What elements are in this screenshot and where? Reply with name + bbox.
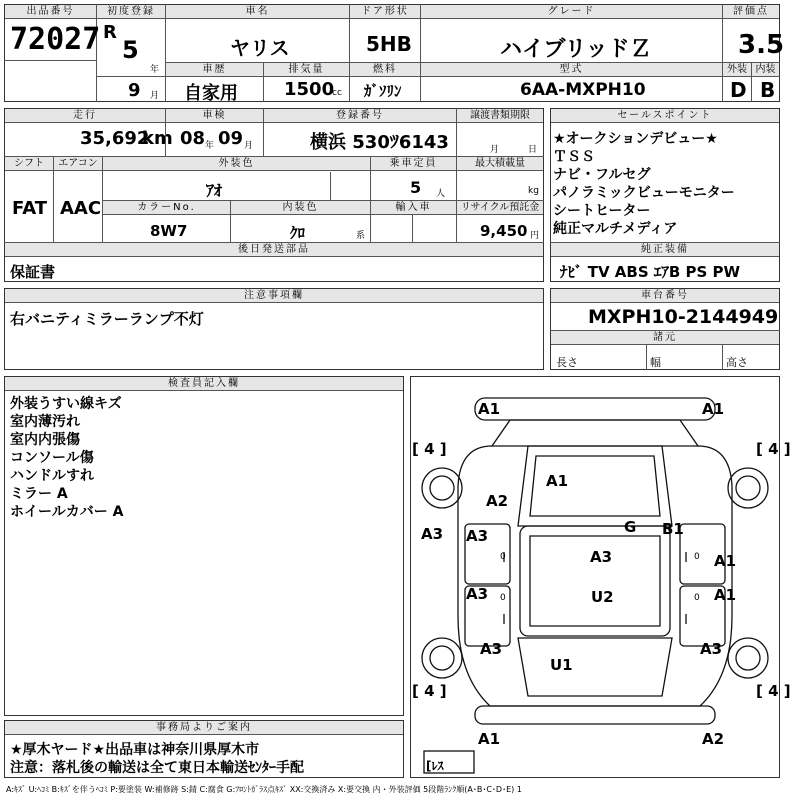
notes-label: 注意事項欄 [5, 289, 543, 303]
mark-front-bumper-right: A1 [702, 400, 725, 418]
int-color-unit: 系 [356, 231, 366, 241]
mark-windshield: G [624, 518, 637, 536]
mark-left-side: A3 [421, 525, 444, 543]
model-label: 型式 [421, 63, 722, 77]
tread-fr: 0 [694, 552, 700, 562]
car-name: ヤリス [230, 36, 290, 60]
equipment-label: 純正装備 [551, 243, 779, 257]
mark-trunk: U1 [550, 656, 573, 674]
history-label: 車歴 [166, 63, 263, 77]
door-type: 5HB [366, 32, 412, 56]
recycle-label: リサイクル預託金 [457, 201, 543, 215]
capacity-label: 乗車定員 [371, 157, 456, 171]
capacity-unit: 人 [436, 189, 446, 199]
int-color: ｸﾛ [290, 224, 306, 242]
first-reg-label: 初度登録 [97, 5, 165, 19]
lot-number: 72027 [10, 22, 101, 57]
reg-no-label: 登録番号 [264, 109, 456, 123]
chassis-label: 車台番号 [551, 289, 779, 303]
inspector-list: 外装うすい線キズ 室内薄汚れ 室内内張傷 コンソール傷 ハンドルすれ ミラー A ホイールカバー A [10, 396, 124, 520]
office-label: 事務局よりご案内 [5, 721, 403, 735]
history: 自家用 [184, 83, 238, 104]
inspection-label: 車検 [166, 109, 263, 123]
mileage-label: 走行 [5, 109, 165, 123]
tread-fl: 0 [500, 552, 506, 562]
tread-rr: 0 [694, 593, 700, 603]
length-label: 長さ [556, 356, 578, 369]
transfer-month: 月 [490, 145, 500, 155]
insp-month-unit: 月 [244, 141, 254, 151]
mark-rear-bumper: A1 [478, 730, 501, 748]
transfer-label: 譲渡書類期限 [457, 109, 543, 123]
era: R [103, 22, 117, 43]
ext-grade: D [730, 78, 747, 102]
tire-fr: [ 4 ] [756, 440, 791, 458]
chassis-no: MXPH10-2144949 [588, 306, 779, 328]
reg-month: 9 [128, 80, 141, 101]
spec-label: 諸元 [551, 331, 779, 345]
ac-label: エアコン [54, 157, 102, 171]
color: ｱｵ [206, 181, 223, 200]
sales-points-label: セールスポイント [551, 109, 779, 123]
width-label: 幅 [650, 356, 661, 369]
inspector-label: 検査員記入欄 [5, 377, 403, 391]
later-parts-label: 後日発送部品 [5, 243, 543, 257]
insp-month: 09 [218, 128, 244, 149]
load-unit: kg [528, 186, 539, 196]
color-no-label: カラーNo. [103, 201, 230, 215]
mark-rear-fender-right: A3 [700, 640, 723, 658]
equipment: ﾅﾋﾞ TV ABS ｴｱB PS PW [560, 263, 741, 281]
tire-rl: [ 4 ] [412, 682, 447, 700]
capacity: 5 [410, 178, 422, 197]
mark-rear-panel: A2 [702, 730, 725, 748]
score-label: 評価点 [723, 5, 779, 19]
int-label: 内装 [752, 63, 779, 77]
ext-label: 外装 [723, 63, 751, 77]
tread-rl: 0 [500, 593, 506, 603]
sales-points-list: ★オークションデビュー★ ＴＳＳ ナビ・フルセグ パノラミックビューモニター シートヒーター 純正マルチメディア [553, 131, 735, 237]
score: 3.5 [738, 30, 785, 60]
recycle-fee: 9,450 [480, 222, 528, 240]
shift-label: シフト [5, 157, 53, 171]
air-conditioner: AAC [60, 198, 102, 219]
recycle-unit: 円 [530, 231, 540, 241]
mark-rear-fender-left: A3 [480, 640, 503, 658]
mark-front-bumper-left: A1 [478, 400, 501, 418]
import-label: 輸入車 [371, 201, 456, 215]
mark-front-door-right: A1 [714, 552, 737, 570]
mark-roof: A3 [590, 548, 613, 566]
car-diagram [410, 376, 780, 778]
model-code: 6AA-MXPH10 [520, 80, 646, 100]
car-name-label: 車名 [166, 5, 349, 19]
cc-unit: cc [332, 88, 342, 98]
height-label: 高さ [726, 356, 748, 369]
mark-front-door-left: A3 [466, 527, 489, 545]
int-color-label: 内装色 [231, 201, 370, 215]
fuel: ｶﾞｿﾘﾝ [364, 82, 402, 100]
displacement: 1500 [284, 79, 335, 100]
lot-label: 出品番号 [5, 5, 96, 19]
color-label: 外装色 [103, 157, 370, 171]
tire-rr: [ 4 ] [756, 682, 791, 700]
tire-fl: [ 4 ] [412, 440, 447, 458]
int-grade: B [760, 78, 776, 102]
mark-hood: A1 [546, 472, 569, 490]
shift: FAT [12, 198, 48, 219]
load-label: 最大積載量 [457, 157, 543, 171]
legend: A:ｷｽﾞ U:ﾍｺﾐ B:ｷｽﾞを伴うﾍｺﾐ P:要塗装 W:補修跡 S:錆 C:腐食 G:ﾌﾛﾝﾄｶﾞﾗｽ点ｷｽﾞ XX:交換済み X:要交換 内・外装評価 5段階ﾗﾝｸ順(A･B･C･D･E) 1 [6, 785, 522, 794]
later-parts: 保証書 [10, 263, 56, 281]
mileage: 35,692 [80, 128, 150, 149]
office-line2: 注意：落札後の輸送は全て東日本輸送ｾﾝﾀｰ手配 [10, 760, 304, 776]
color-no: 8W7 [150, 222, 188, 240]
mileage-unit: km [142, 128, 173, 149]
month-unit: 月 [150, 91, 160, 101]
insp-year-unit: 年 [205, 141, 215, 151]
mark-rear-door-left: A3 [466, 585, 489, 603]
spare-tire: [ﾚｽ [426, 759, 444, 773]
reg-no: 横浜 530ﾂ6143 [310, 132, 449, 153]
reg-year: 5 [122, 36, 139, 64]
grade-label: グレード [421, 5, 722, 19]
mark-front-fender-left: A2 [486, 492, 509, 510]
grade: ハイブリッドＺ [500, 37, 652, 62]
year-unit: 年 [150, 65, 160, 75]
transfer-day: 日 [528, 145, 538, 155]
office-line1: ★厚木ヤード★出品車は神奈川県厚木市 [10, 742, 260, 758]
insp-year: 08 [180, 128, 206, 149]
notes: 右バニティミラーランプ不灯 [10, 310, 204, 328]
door-label: ドア形状 [350, 5, 420, 19]
mark-rear-roof: U2 [591, 588, 614, 606]
mark-rear-door-right: A1 [714, 586, 737, 604]
mark-front-fender-right: B1 [662, 520, 684, 538]
fuel-label: 燃料 [350, 63, 420, 77]
cc-label: 排気量 [264, 63, 349, 77]
